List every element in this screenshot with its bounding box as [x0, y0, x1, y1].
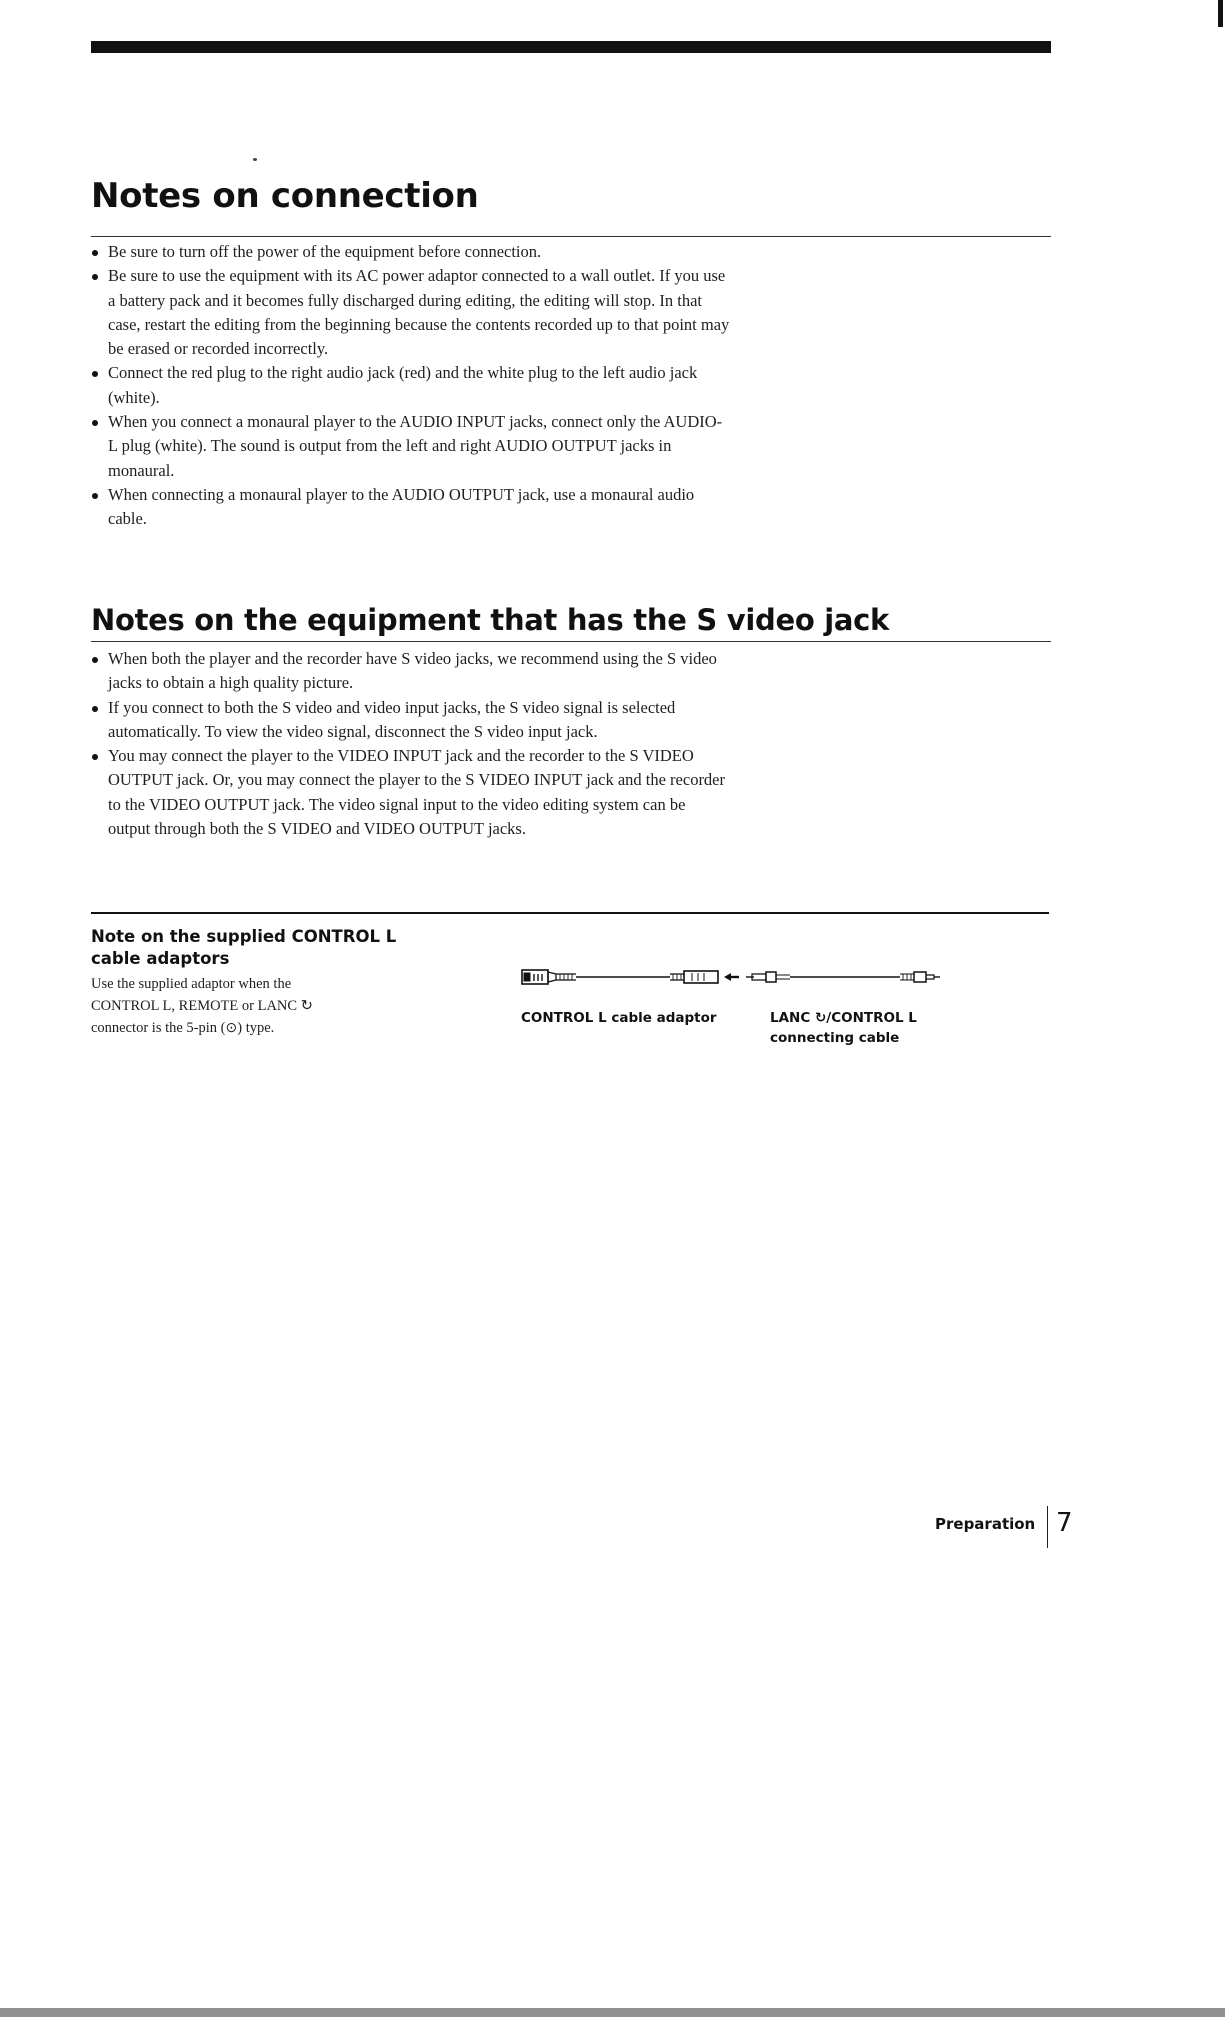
lanc-cable-icon — [746, 972, 940, 982]
caption-line: LANC ↻/CONTROL L — [770, 1010, 917, 1026]
list-item: If you connect to both the S video and video input jacks, the S video signal is selected automatically. To view the video signal, disconnect the S video input jack. — [91, 696, 731, 745]
arrow-left-icon — [724, 973, 739, 981]
five-pin-icon: ⊙ — [225, 1021, 238, 1036]
section-heading-connection: Notes on connection — [91, 176, 479, 216]
note-line: CONTROL L, REMOTE or LANC ↻ — [91, 998, 313, 1014]
page-number: 7 — [1056, 1508, 1073, 1538]
section-divider — [91, 236, 1051, 237]
note-body — [91, 973, 381, 1040]
scan-speck — [253, 158, 257, 161]
caption-line: connecting cable — [770, 1030, 900, 1046]
section-heading-s-video: Notes on the equipment that has the S video jack — [91, 603, 890, 637]
list-item: When you connect a monaural player to the AUDIO INPUT jacks, connect only the AUDIO-L plug (white). The sound is output from the left and right AUDIO OUTPUT jacks in monaural. — [91, 410, 731, 483]
note-title: Note on the supplied CONTROL L cable adaptors — [91, 927, 397, 968]
note-line: connector is the 5-pin (⊙) type. — [91, 1020, 275, 1036]
list-item: You may connect the player to the VIDEO INPUT jack and the recorder to the S VIDEO OUTPUT jack. Or, you may connect the player to the S VIDEO INPUT jack and the recorder to the VIDEO OUTPUT jack. The video signal input to the video editing system can be output through both the S VIDEO and VIDEO OUTPUT jacks. — [91, 744, 731, 841]
note-divider — [91, 912, 1049, 914]
cable-adaptor-diagram — [520, 962, 950, 992]
list-item: Connect the red plug to the right audio jack (red) and the white plug to the left audio jack (white). — [91, 361, 731, 410]
list-item: Be sure to use the equipment with its AC power adaptor connected to a wall outlet. If you use a battery pack and it becomes fully discharged during editing, the editing will stop. In that case, restart the editing from the beginning because the contents recorded up to that point may be erased or recorded incorrectly. — [91, 264, 731, 361]
list-item: Be sure to turn off the power of the equipment before connection. — [91, 240, 731, 264]
footer-separator — [1047, 1506, 1048, 1548]
footer-section-label: Preparation — [935, 1515, 1036, 1533]
s-video-notes-list — [91, 647, 731, 841]
list-item: When connecting a monaural player to the AUDIO OUTPUT jack, use a monaural audio cable. — [91, 483, 731, 532]
control-l-adaptor-icon — [522, 970, 718, 984]
lanc-cable-caption — [770, 1008, 917, 1048]
page-edge-mark — [1218, 0, 1223, 27]
connection-notes-list — [91, 240, 731, 532]
note-line: Use the supplied adaptor when the — [91, 976, 292, 992]
scan-bottom-edge — [0, 2008, 1225, 2017]
header-rule-bar — [91, 41, 1051, 53]
section-divider — [91, 641, 1051, 642]
list-item: When both the player and the recorder have S video jacks, we recommend using the S video jacks to obtain a high quality picture. — [91, 647, 731, 696]
adaptor-caption: CONTROL L cable adaptor — [521, 1010, 717, 1026]
